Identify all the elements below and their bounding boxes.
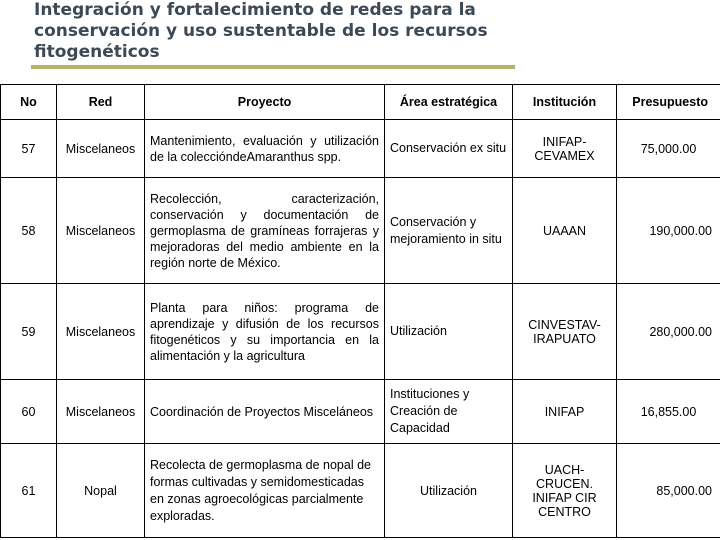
cell-presupuesto: 190,000.00 bbox=[617, 178, 720, 284]
cell-proyecto: Planta para niños: programa de aprendizaje y difusión de los recursos fitogenéticos y su importancia en la alimentación y la agricultura bbox=[145, 284, 385, 380]
cell-red: Miscelaneos bbox=[57, 120, 145, 178]
page-title bbox=[34, 0, 554, 63]
table-row bbox=[1, 120, 720, 178]
cell-red: Miscelaneos bbox=[57, 178, 145, 284]
cell-no: 59 bbox=[1, 284, 57, 380]
cell-proyecto: Recolección, caracterización, conservación y documentación de germoplasma de gramíneas forrajeras y mejoradoras del medio ambiente en la región norte de México. bbox=[145, 178, 385, 284]
cell-area: Utilización bbox=[385, 444, 513, 538]
cell-proyecto: Mantenimiento, evaluación y utilización de la coleccióndeAmaranthus spp. bbox=[145, 120, 385, 178]
cell-red: Miscelaneos bbox=[57, 380, 145, 444]
cell-presupuesto: 85,000.00 bbox=[617, 444, 720, 538]
cell-proyecto: Coordinación de Proyectos Misceláneos bbox=[145, 380, 385, 444]
header-area: Área estratégica bbox=[385, 85, 513, 120]
cell-presupuesto: 16,855.00 bbox=[617, 380, 720, 444]
title-line-1: Integración y fortalecimiento de redes para la bbox=[34, 0, 476, 20]
title-underline bbox=[31, 65, 515, 69]
header-red: Red bbox=[57, 85, 145, 120]
cell-area: Instituciones y Creación de Capacidad bbox=[385, 380, 513, 444]
cell-no: 61 bbox=[1, 444, 57, 538]
table-row bbox=[1, 380, 720, 444]
table-row bbox=[1, 444, 720, 538]
header-proyecto: Proyecto bbox=[145, 85, 385, 120]
cell-area: Conservación y mejoramiento in situ bbox=[385, 178, 513, 284]
cell-institucion: UAAAN bbox=[513, 178, 617, 284]
cell-presupuesto: 75,000.00 bbox=[617, 120, 720, 178]
table-row bbox=[1, 178, 720, 284]
table-header-row bbox=[1, 85, 720, 120]
cell-institucion: UACH-CRUCEN. INIFAP CIR CENTRO bbox=[513, 444, 617, 538]
title-line-2: conservación y uso sustentable de los recursos bbox=[34, 21, 488, 41]
cell-no: 57 bbox=[1, 120, 57, 178]
cell-no: 60 bbox=[1, 380, 57, 444]
cell-presupuesto: 280,000.00 bbox=[617, 284, 720, 380]
cell-proyecto: Recolecta de germoplasma de nopal de formas cultivadas y semidomesticadas en zonas agroecológicas parcialmente exploradas. bbox=[145, 444, 385, 538]
table-row bbox=[1, 284, 720, 380]
cell-area: Utilización bbox=[385, 284, 513, 380]
header-no: No bbox=[1, 85, 57, 120]
cell-institucion: INIFAP-CEVAMEX bbox=[513, 120, 617, 178]
cell-red: Miscelaneos bbox=[57, 284, 145, 380]
header-presupuesto: Presupuesto bbox=[617, 85, 720, 120]
cell-red: Nopal bbox=[57, 444, 145, 538]
title-line-3: fitogenéticos bbox=[34, 42, 160, 62]
projects-table bbox=[0, 84, 720, 538]
header-institucion: Institución bbox=[513, 85, 617, 120]
cell-institucion: CINVESTAV-IRAPUATO bbox=[513, 284, 617, 380]
cell-area: Conservación ex situ bbox=[385, 120, 513, 178]
cell-no: 58 bbox=[1, 178, 57, 284]
cell-institucion: INIFAP bbox=[513, 380, 617, 444]
